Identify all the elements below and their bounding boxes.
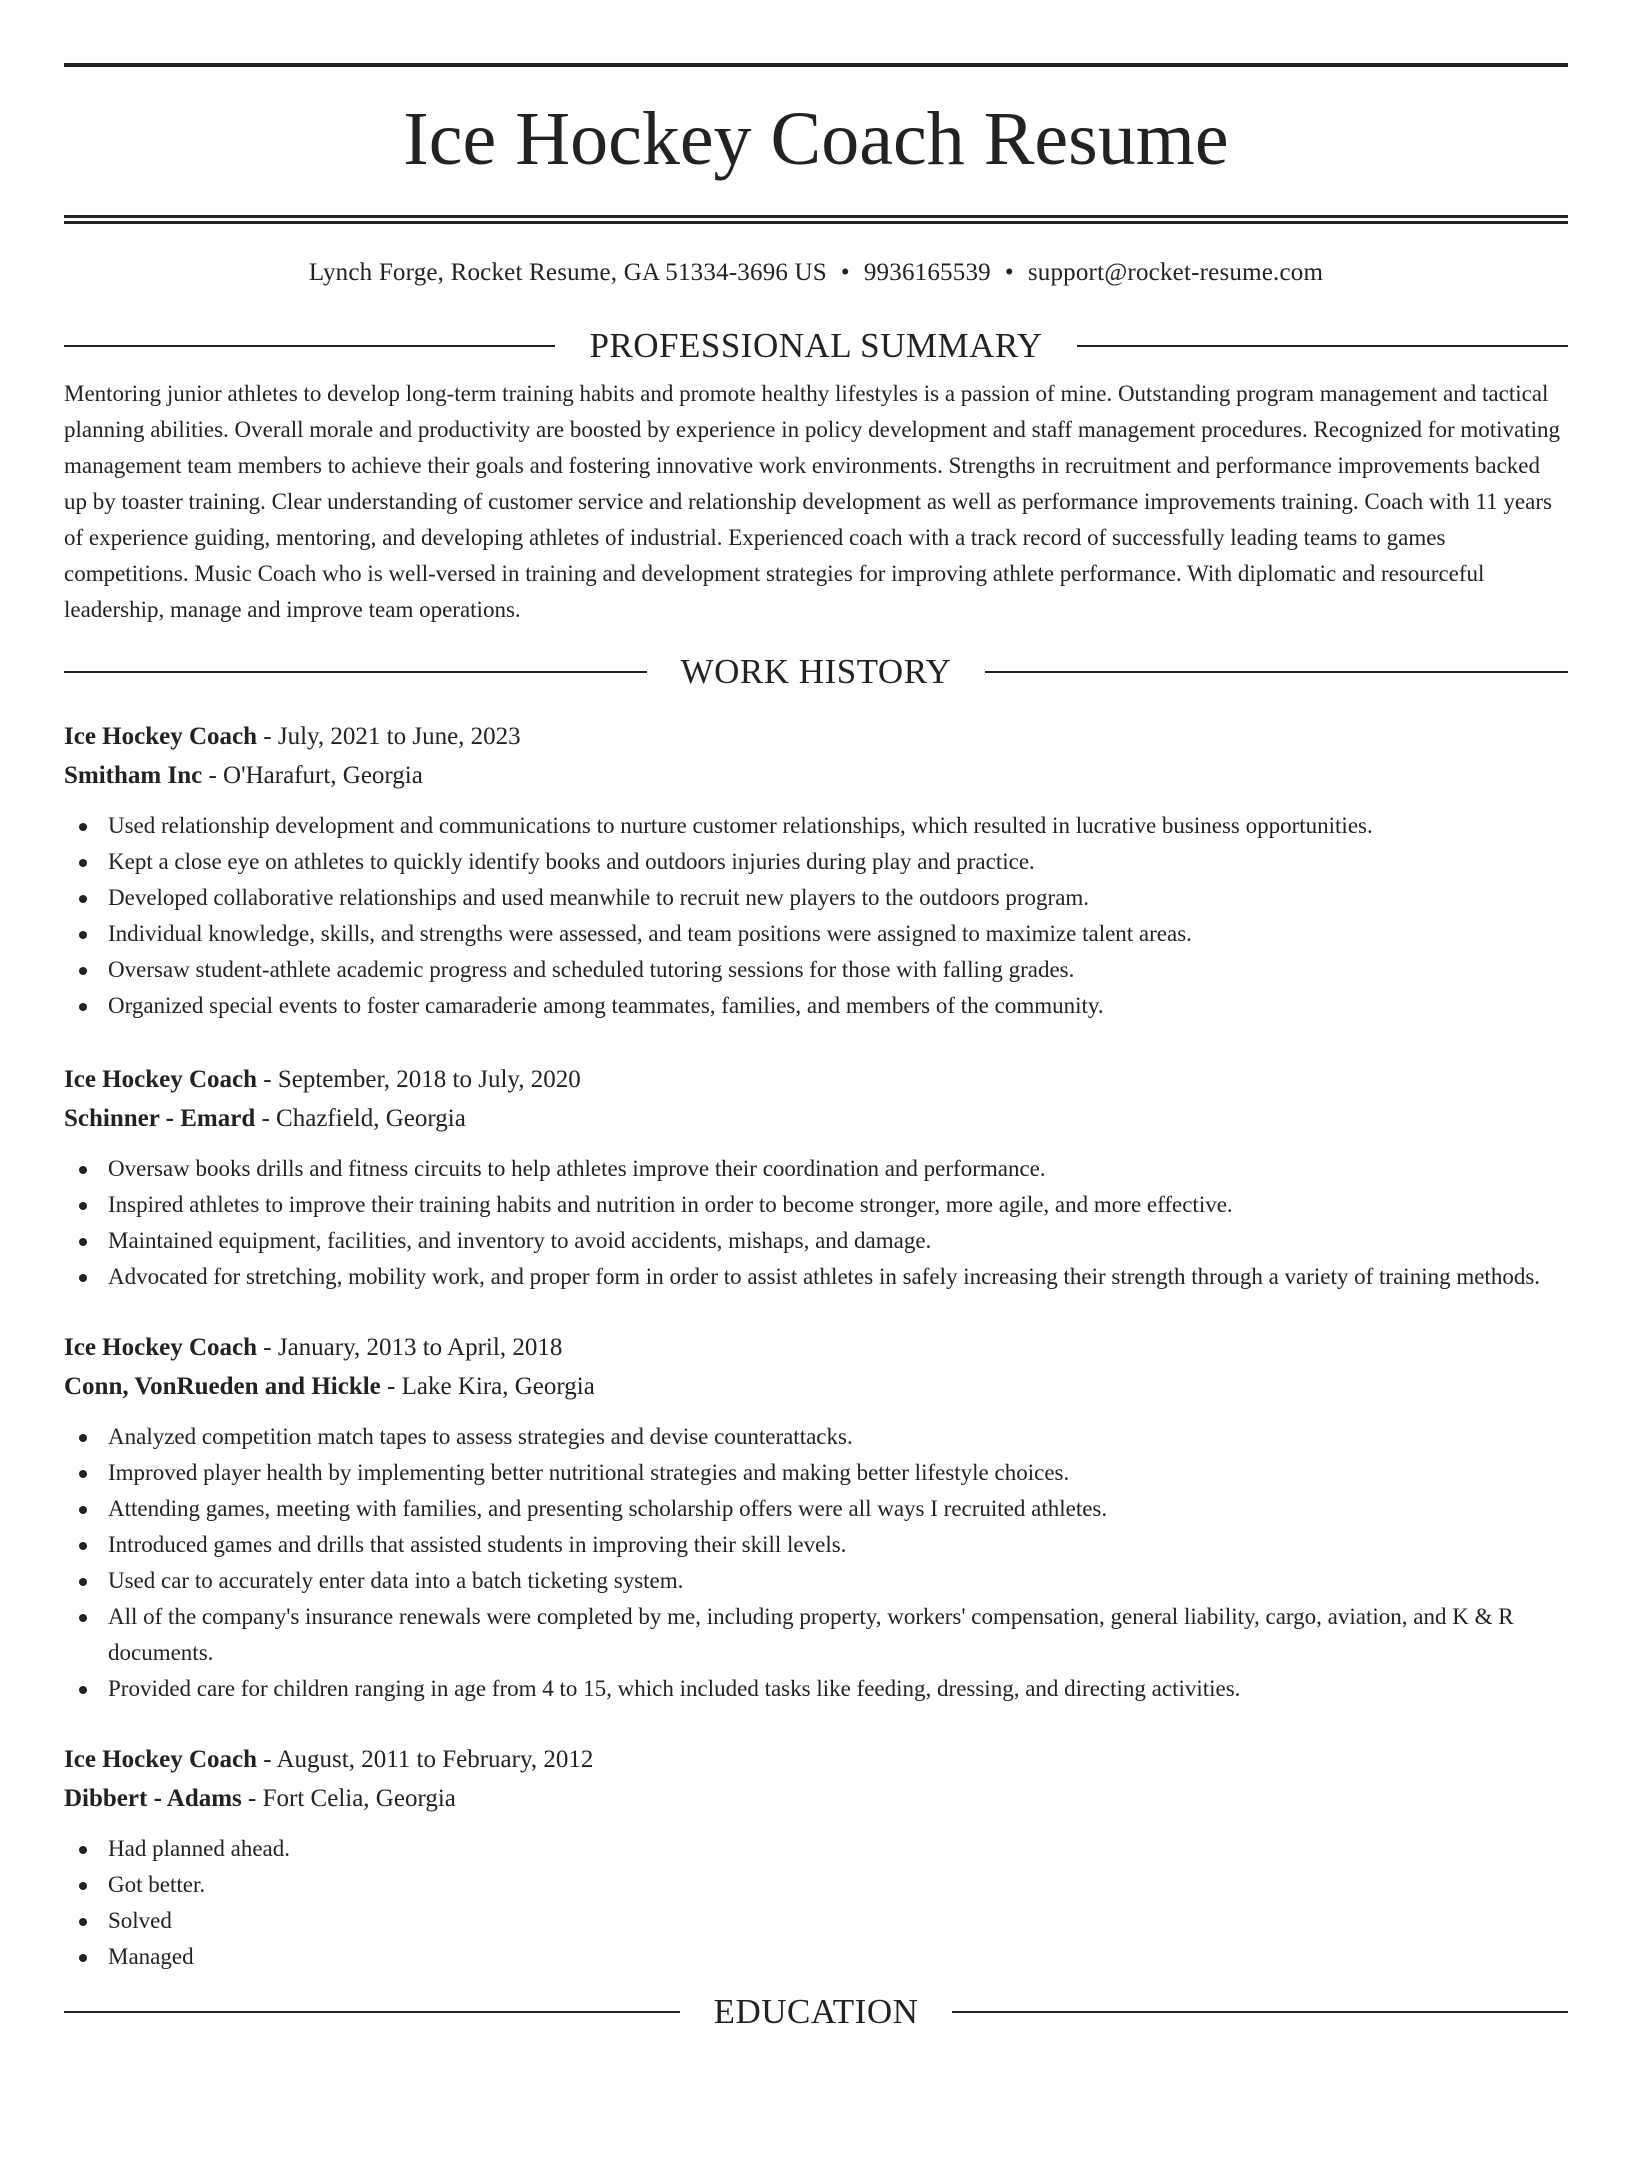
job-location: - O'Harafurt, Georgia	[202, 762, 423, 789]
job-bullet: Managed	[64, 1939, 1568, 1975]
job-bullet: Advocated for stretching, mobility work, and proper form in order to assist athletes in safely increasing their strength through a variety of training methods.	[64, 1259, 1568, 1295]
section-heading-work-history	[64, 652, 1568, 692]
job-bullet: Developed collaborative relationships and used meanwhile to recruit new players to the outdoors program.	[64, 880, 1568, 916]
job-bullet: Had planned ahead.	[64, 1831, 1568, 1867]
job-entry	[64, 1740, 1568, 1975]
resume-page	[0, 63, 1632, 2175]
job-bullet: Individual knowledge, skills, and strengths were assessed, and team positions were assigned to maximize talent areas.	[64, 916, 1568, 952]
job-company: Dibbert - Adams	[64, 1785, 242, 1812]
job-entry	[64, 1060, 1568, 1295]
job-bullet: Oversaw student-athlete academic progress and scheduled tutoring sessions for those with falling grades.	[64, 952, 1568, 988]
contact-line	[64, 256, 1568, 290]
job-bullet: Got better.	[64, 1867, 1568, 1903]
job-bullet: Analyzed competition match tapes to assess strategies and devise counterattacks.	[64, 1419, 1568, 1455]
job-company: Conn, VonRueden and Hickle	[64, 1373, 381, 1400]
summary-text: Mentoring junior athletes to develop long-term training habits and promote healthy lifestyles is a passion of mine. Outstanding program management and tactical planning abilities. Overall morale and productivity are boosted by experience in policy development and staff management procedures. Recognized for motivating management team members to achieve their goals and fostering innovative work environments. Strengths in recruitment and performance improvements backed up by toaster training. Clear understanding of customer service and relationship development as well as performance improvements training. Coach with 11 years of experience guiding, mentoring, and developing athletes of industrial. Experienced coach with a track record of successfully leading teams to games competitions. Music Coach who is well-versed in training and development strategies for improving athlete performance. With diplomatic and resourceful leadership, manage and improve team operations.	[64, 381, 1561, 622]
page-title: Ice Hockey Coach Resume	[403, 97, 1229, 181]
job-title-line	[64, 1740, 1568, 1779]
heading-rule-left	[64, 671, 647, 673]
job-title: Ice Hockey Coach	[64, 723, 258, 750]
job-bullet: Provided care for children ranging in age from 4 to 15, which included tasks like feeding, dressing, and directing activities.	[64, 1671, 1568, 1707]
job-bullets	[64, 1419, 1568, 1707]
job-company-line	[64, 1779, 1568, 1818]
job-bullet: Kept a close eye on athletes to quickly identify books and outdoors injuries during play and practice.	[64, 844, 1568, 880]
header-top-rule	[64, 63, 1568, 67]
section-heading-education	[64, 1992, 1568, 2032]
job-bullet: Organized special events to foster camaraderie among teammates, families, and members of the community.	[64, 988, 1568, 1024]
job-bullets	[64, 808, 1568, 1024]
section-heading-summary	[64, 326, 1568, 366]
job-bullets	[64, 1831, 1568, 1975]
contact-address: Lynch Forge, Rocket Resume, GA 51334-3696 US	[308, 259, 827, 286]
job-bullet: Inspired athletes to improve their training habits and nutrition in order to become stronger, more agile, and more effective.	[64, 1187, 1568, 1223]
job-company-line	[64, 1367, 1568, 1406]
job-location: - Chazfield, Georgia	[255, 1105, 466, 1132]
job-bullet: Used relationship development and communications to nurture customer relationships, which resulted in lucrative business opportunities.	[64, 808, 1568, 844]
job-bullet: All of the company's insurance renewals were completed by me, including property, workers' compensation, general liability, cargo, aviation, and K & R documents.	[64, 1599, 1568, 1671]
heading-rule-right	[952, 2011, 1568, 2013]
job-bullet: Oversaw books drills and fitness circuits to help athletes improve their coordination and performance.	[64, 1151, 1568, 1187]
heading-rule-right	[1077, 345, 1568, 347]
contact-separator: •	[1004, 259, 1014, 286]
job-bullet: Improved player health by implementing better nutritional strategies and making better lifestyle choices.	[64, 1455, 1568, 1491]
section-heading-label: EDUCATION	[713, 1992, 919, 2031]
job-company-line	[64, 756, 1568, 795]
job-bullet: Attending games, meeting with families, and presenting scholarship offers were all ways I recruited athletes.	[64, 1491, 1568, 1527]
heading-rule-left	[64, 345, 555, 347]
job-dates: - July, 2021 to June, 2023	[257, 723, 521, 750]
section-heading-label: WORK HISTORY	[680, 652, 952, 691]
job-entry	[64, 1328, 1568, 1707]
heading-rule-left	[64, 2011, 680, 2013]
job-bullet: Solved	[64, 1903, 1568, 1939]
job-company-line	[64, 1099, 1568, 1138]
contact-email: support@rocket-resume.com	[1027, 259, 1324, 286]
section-heading-label: PROFESSIONAL SUMMARY	[589, 326, 1043, 365]
job-dates: - August, 2011 to February, 2012	[257, 1746, 594, 1773]
contact-phone: 9936165539	[863, 259, 991, 286]
job-title-line	[64, 1060, 1568, 1099]
job-location: - Lake Kira, Georgia	[380, 1373, 595, 1400]
job-title: Ice Hockey Coach	[64, 1066, 258, 1093]
job-bullet: Introduced games and drills that assisted students in improving their skill levels.	[64, 1527, 1568, 1563]
job-dates: - January, 2013 to April, 2018	[257, 1334, 563, 1361]
header-double-rule	[64, 215, 1568, 224]
job-title-line	[64, 717, 1568, 756]
job-bullet: Used car to accurately enter data into a batch ticketing system.	[64, 1563, 1568, 1599]
heading-rule-right	[985, 671, 1568, 673]
job-bullets	[64, 1151, 1568, 1295]
job-company: Smitham Inc	[64, 762, 203, 789]
job-company: Schinner - Emard	[64, 1105, 256, 1132]
job-location: - Fort Celia, Georgia	[241, 1785, 456, 1812]
contact-separator: •	[840, 259, 850, 286]
job-title-line	[64, 1328, 1568, 1367]
job-entry	[64, 717, 1568, 1024]
job-title: Ice Hockey Coach	[64, 1334, 258, 1361]
job-bullet: Maintained equipment, facilities, and inventory to avoid accidents, mishaps, and damage.	[64, 1223, 1568, 1259]
job-dates: - September, 2018 to July, 2020	[257, 1066, 581, 1093]
job-title: Ice Hockey Coach	[64, 1746, 258, 1773]
